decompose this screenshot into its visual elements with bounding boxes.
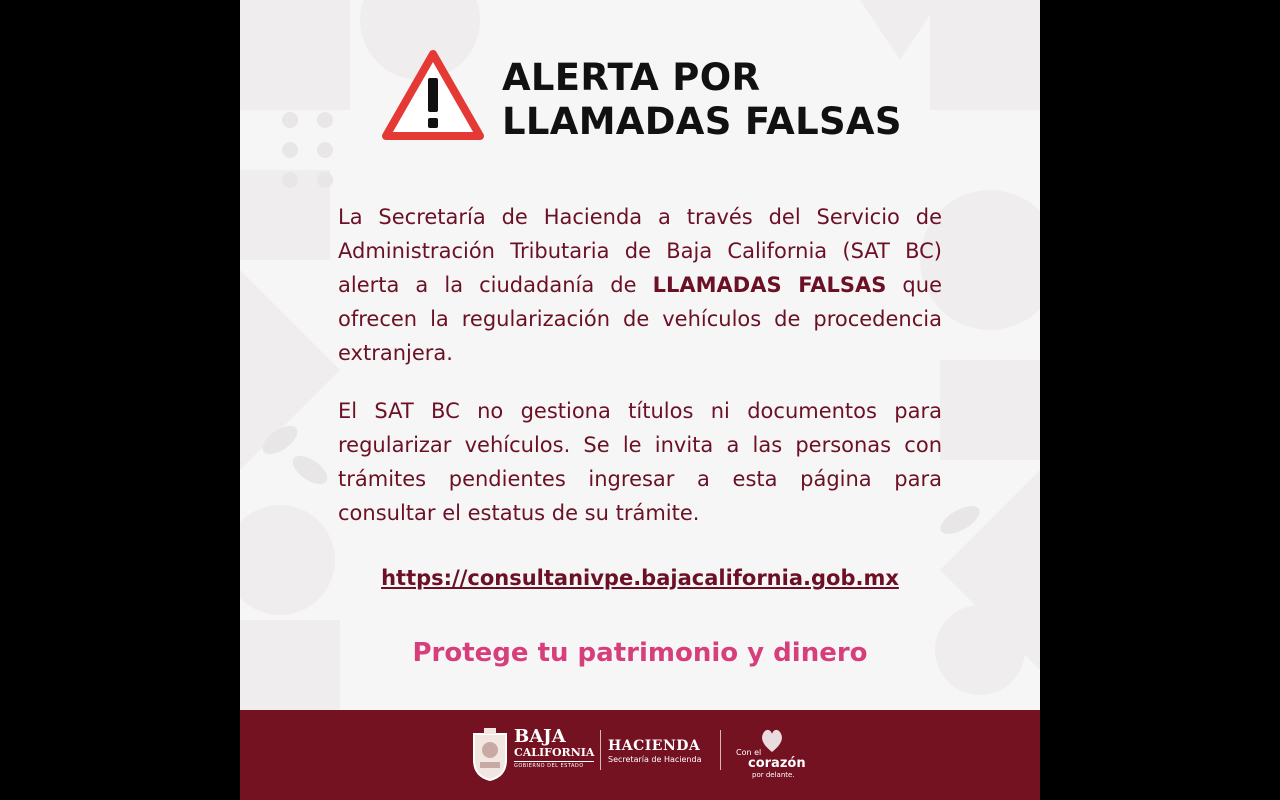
paragraph-text-end: que ofrecen la regularización de vehículos de procedencia extranjera. — [338, 273, 942, 365]
corazon-line-3: por delante. — [752, 771, 795, 779]
heart-logo-icon — [760, 726, 784, 754]
page-title — [502, 56, 902, 144]
footer-bar — [240, 710, 1040, 800]
corazon-line-1: Con el — [736, 748, 762, 757]
slogan: Protege tu patrimonio y dinero — [412, 638, 868, 668]
emphasis-text: LLAMADAS FALSAS — [652, 273, 887, 297]
footer-divider — [600, 730, 601, 770]
alert-poster — [240, 0, 1040, 800]
alert-header — [380, 48, 920, 148]
corazon-logo — [736, 726, 816, 782]
consult-link[interactable]: https://consultanivpe.bajacalifornia.gob.mx — [381, 566, 899, 590]
hacienda-subtitle: Secretaría de Hacienda — [608, 755, 702, 764]
title-line-2: LLAMADAS FALSAS — [502, 100, 902, 143]
baja-california-logo — [514, 726, 594, 782]
hacienda-logo — [608, 726, 718, 782]
title-line-1: ALERTA POR — [502, 56, 761, 99]
footer-divider — [720, 730, 721, 770]
paragraph-text: La Secretaría de Hacienda a través del Servicio de Administración Tributaria de Baja California (SAT BC) alerta a la ciudadanía de — [338, 205, 942, 297]
corazon-line-2: corazón — [748, 756, 806, 771]
baja-line-1: BAJA — [514, 726, 566, 747]
hacienda-title: HACIENDA — [608, 738, 701, 754]
alert-paragraph — [338, 200, 942, 370]
baja-line-3: GOBIERNO DEL ESTADO — [514, 761, 594, 771]
baja-line-2: CALIFORNIA — [514, 746, 595, 759]
warning-triangle-icon — [380, 48, 486, 144]
info-paragraph: El SAT BC no gestiona títulos ni documentos para regularizar vehículos. Se le invita a las personas con trámites pendientes ingresar a esta página para consultar el estatus de su trámite. — [338, 399, 942, 525]
state-seal-icon — [470, 726, 510, 782]
